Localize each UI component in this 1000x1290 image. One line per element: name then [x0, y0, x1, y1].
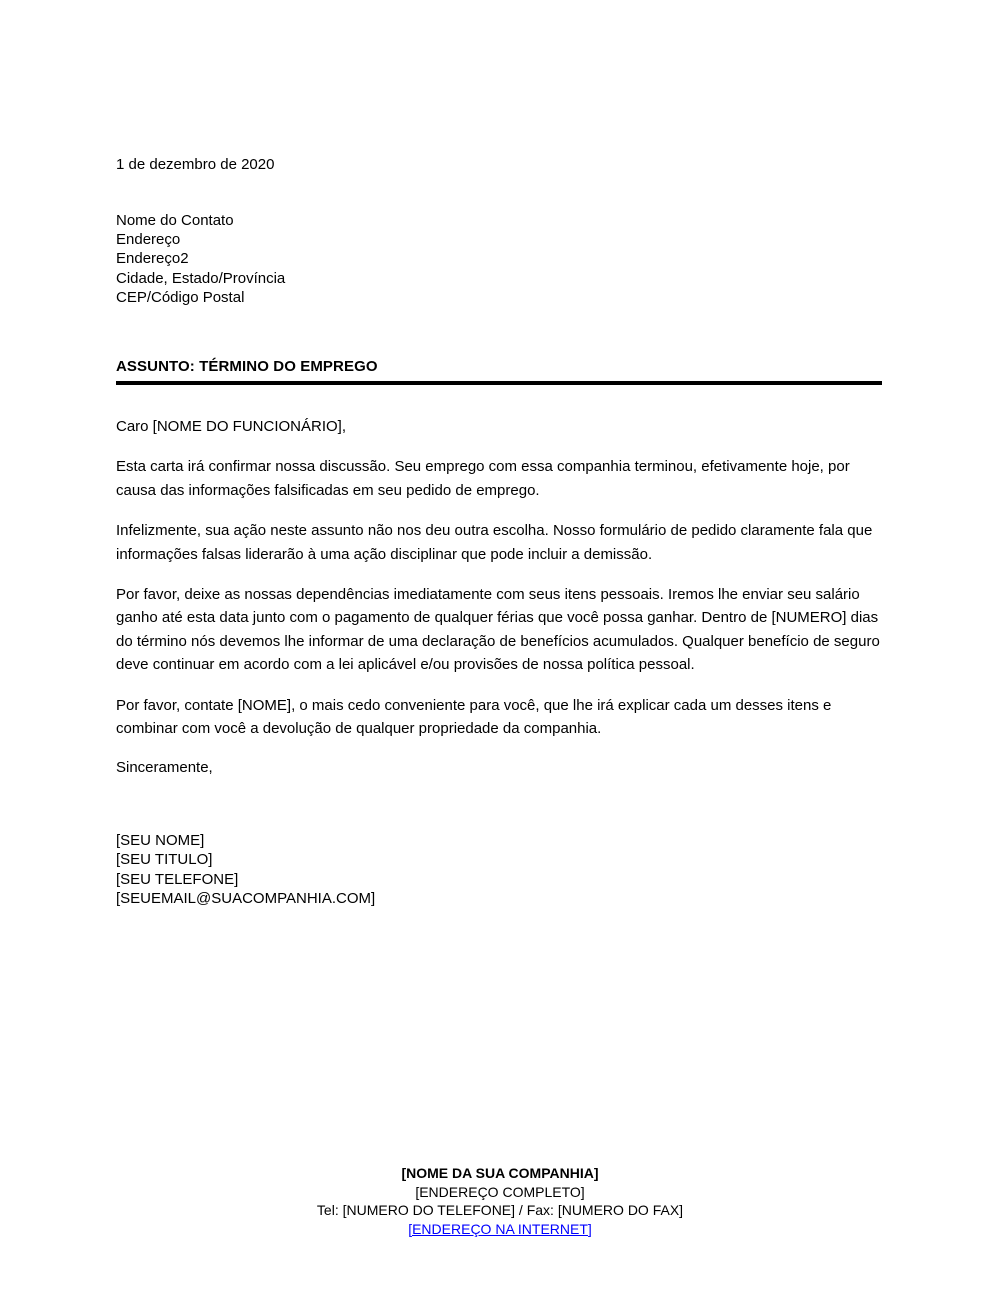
signer-phone: [SEU TELEFONE]: [116, 870, 239, 888]
recipient-address-block: [116, 211, 285, 307]
recipient-postal-code: CEP/Código Postal: [116, 288, 245, 306]
footer-website-link[interactable]: [ENDEREÇO NA INTERNET]: [408, 1220, 592, 1237]
recipient-city-state: Cidade, Estado/Província: [116, 269, 286, 287]
salutation: Caro [NOME DO FUNCIONÁRIO],: [116, 418, 347, 435]
signer-email: [SEUEMAIL@SUACOMPANHIA.COM]: [116, 889, 376, 907]
closing-salutation: Sinceramente,: [116, 759, 213, 776]
horizontal-rule: [116, 381, 882, 385]
footer-address: [ENDEREÇO COMPLETO]: [415, 1183, 585, 1200]
signer-name: [SEU NOME]: [116, 832, 205, 849]
body-paragraph-2: Infelizmente, sua ação neste assunto não nos deu outra escolha. Nosso formulário de pedido claramente fala que informações falsas liderarão à uma ação disciplinar que pode incluir a demissão.: [116, 522, 873, 563]
subject-heading: ASSUNTO: TÉRMINO DO EMPREGO: [116, 358, 378, 375]
letter-body: [116, 415, 882, 740]
footer-website-link-wrapper: [0, 1220, 1000, 1239]
subject-section: [116, 357, 882, 385]
footer-company-name: [NOME DA SUA COMPANHIA]: [401, 1165, 599, 1181]
recipient-name: Nome do Contato: [116, 212, 234, 229]
footer-contact: Tel: [NUMERO DO TELEFONE] / Fax: [NUMERO DO FAX]: [316, 1202, 684, 1218]
body-paragraph-1: Esta carta irá confirmar nossa discussão. Seu emprego com essa companhia terminou, efetivamente hoje, por causa das informações falsificadas em seu pedido de emprego.: [116, 458, 850, 499]
body-paragraph-4: Por favor, contate [NOME], o mais cedo conveniente para você, que lhe irá explicar cada um desses itens e combinar com você a devolução de qualquer propriedade da companhia.: [116, 696, 832, 738]
page-footer: [0, 1164, 1000, 1238]
signature-block: [116, 831, 375, 908]
recipient-address-2: Endereço2: [116, 250, 189, 268]
recipient-address-1: Endereço: [116, 231, 181, 249]
signer-title: [SEU TITULO]: [116, 851, 213, 869]
date-line: 1 de dezembro de 2020: [116, 156, 275, 173]
body-paragraph-3: Por favor, deixe as nossas dependências imediatamente com seus itens pessoais. Iremos lhe enviar seu salário ganho até esta data junto com o pagamento de qualquer férias que você possa ganhar. Dentro de [NUMERO] dias do término nós devemos lhe informar de uma declaração de benefícios acumulados. Qualquer benefício de seguro deve continuar em acordo com a lei aplicável e/ou provisões de nossa política pessoal.: [116, 586, 880, 674]
